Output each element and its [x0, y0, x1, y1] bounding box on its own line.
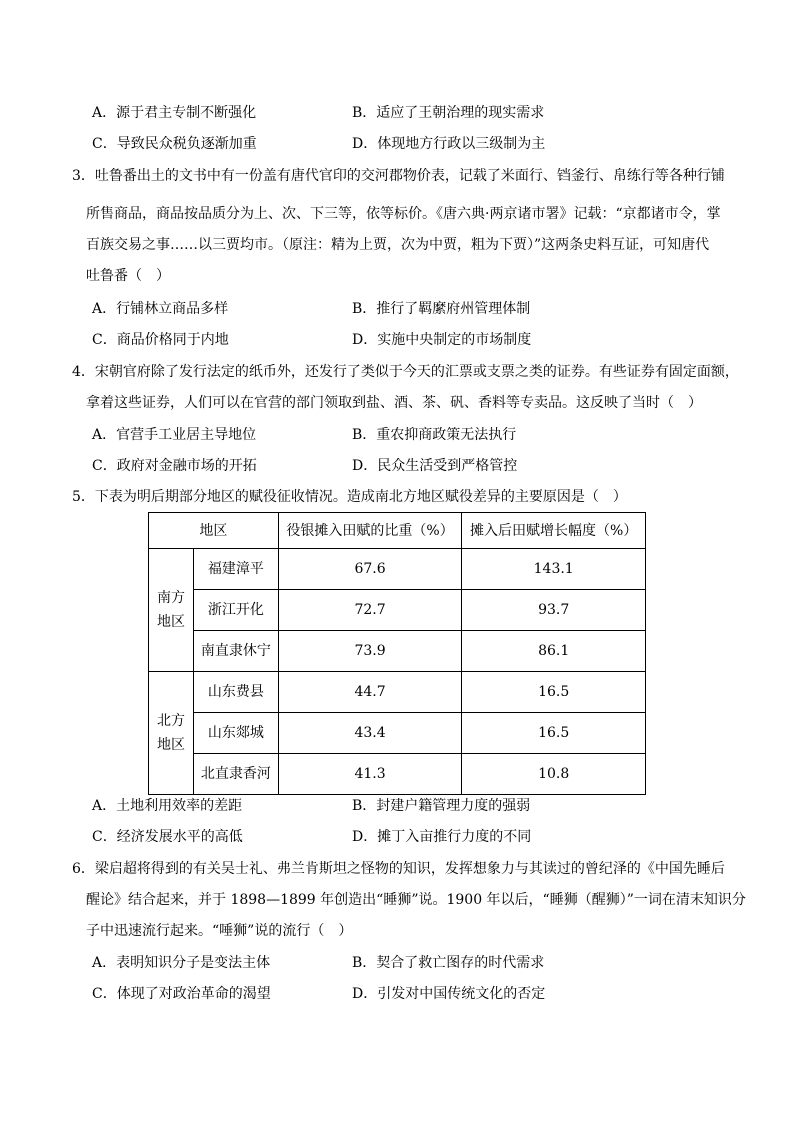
header-ratio: 役银摊入田赋的比重（%） — [278, 513, 462, 549]
q6-line-1: 6．梁启超将得到的有关吴士礼、弗兰肯斯坦之怪物的知识，发挥想象力与其读过的曾纪泽的《中国先睡后 — [72, 861, 725, 877]
table-row — [149, 754, 646, 795]
table-row — [149, 549, 646, 590]
q6-line-3: 子中迅速流行起来。“唾狮”说的流行（ ） — [86, 923, 353, 939]
q5-option-a: A．土地利用效率的差距 — [92, 798, 243, 814]
ratio-cell: 67.6 — [278, 549, 462, 590]
q3-option-b: B．推行了羁縻府州管理体制 — [352, 301, 531, 317]
q2-option-c: C．导致民众税负逐渐加重 — [92, 136, 257, 152]
q5-option-b: B．封建户籍管理力度的强弱 — [352, 798, 531, 814]
growth-cell: 10.8 — [462, 754, 646, 795]
q6-option-a: A．表明知识分子是变法主体 — [92, 955, 271, 971]
region-label: 南方地区 — [156, 590, 185, 630]
q4-option-d: D．民众生活受到严格管控 — [352, 458, 518, 474]
q4-option-a: A．官营手工业居主导地位 — [92, 427, 257, 443]
growth-cell: 16.5 — [462, 713, 646, 754]
place-cell: 浙江开化 — [193, 590, 278, 631]
header-region: 地区 — [149, 513, 279, 549]
table-row — [149, 672, 646, 713]
place-cell: 南直隶休宁 — [193, 631, 278, 672]
q2-option-a: A．源于君主专制不断强化 — [92, 105, 257, 121]
region-label: 北方地区 — [156, 713, 185, 753]
q5-option-c: C．经济发展水平的高低 — [92, 829, 243, 845]
ratio-cell: 41.3 — [278, 754, 462, 795]
table-header-row — [149, 513, 646, 549]
place-cell: 福建漳平 — [193, 549, 278, 590]
q4-line-2: 拿着这些证券，人们可以在官营的部门领取到盐、酒、茶、矾、香料等专卖品。这反映了当时（ ） — [86, 395, 702, 411]
q3-line-3: 百族交易之事……以三贾均市。（原注：精为上贾，次为中贾，粗为下贾）”这两条史料互证，可知唐代 — [86, 237, 710, 253]
q3-line-1: 3．吐鲁番出土的文书中有一份盖有唐代官印的交河郡物价表，记载了米面行、铛釜行、帛练行等各种行铺 — [72, 168, 725, 184]
tax-table — [148, 512, 646, 795]
q5-option-d: D．摊丁入亩推行力度的不同 — [352, 829, 532, 845]
q3-line-4: 吐鲁番（ ） — [86, 268, 170, 284]
table-row — [149, 590, 646, 631]
q3-line-2: 所售商品，商品按品质分为上、次、下三等，依等标价。《唐六典·两京诸市署》记载：“京都诸市令，掌 — [86, 206, 721, 222]
place-cell: 山东郯城 — [193, 713, 278, 754]
ratio-cell: 72.7 — [278, 590, 462, 631]
growth-cell: 143.1 — [462, 549, 646, 590]
table-row — [149, 713, 646, 754]
region-north — [149, 672, 194, 795]
header-growth: 摊入后田赋增长幅度（%） — [462, 513, 646, 549]
ratio-cell: 44.7 — [278, 672, 462, 713]
growth-cell: 86.1 — [462, 631, 646, 672]
q5-line-1: 5．下表为明后期部分地区的赋役征收情况。造成南北方地区赋役差异的主要原因是（ ） — [72, 489, 627, 505]
q4-option-b: B．重农抑商政策无法执行 — [352, 427, 517, 443]
q6-line-2: 醒论》结合起来，并于 1898—1899 年创造出“睡狮”说。1900 年以后，“睡狮（醒狮）”一词在清末知识分 — [86, 892, 746, 908]
q6-option-d: D．引发对中国传统文化的否定 — [352, 986, 546, 1002]
q3-option-d: D．实施中央制定的市场制度 — [352, 332, 532, 348]
growth-cell: 16.5 — [462, 672, 646, 713]
q2-option-b: B．适应了王朝治理的现实需求 — [352, 105, 545, 121]
place-cell: 山东费县 — [193, 672, 278, 713]
q6-option-c: C．体现了对政治革命的渴望 — [92, 986, 271, 1002]
q4-option-c: C．政府对金融市场的开拓 — [92, 458, 257, 474]
q3-option-c: C．商品价格同于内地 — [92, 332, 229, 348]
ratio-cell: 73.9 — [278, 631, 462, 672]
q6-option-b: B．契合了救亡图存的时代需求 — [352, 955, 545, 971]
growth-cell: 93.7 — [462, 590, 646, 631]
region-south — [149, 549, 194, 672]
place-cell: 北直隶香河 — [193, 754, 278, 795]
q4-line-1: 4．宋朝官府除了发行法定的纸币外，还发行了类似于今天的汇票或支票之类的证券。有些证券有固定面额， — [72, 364, 739, 380]
q2-option-d: D．体现地方行政以三级制为主 — [352, 136, 546, 152]
ratio-cell: 43.4 — [278, 713, 462, 754]
table-row — [149, 631, 646, 672]
q3-option-a: A．行铺林立商品多样 — [92, 301, 229, 317]
